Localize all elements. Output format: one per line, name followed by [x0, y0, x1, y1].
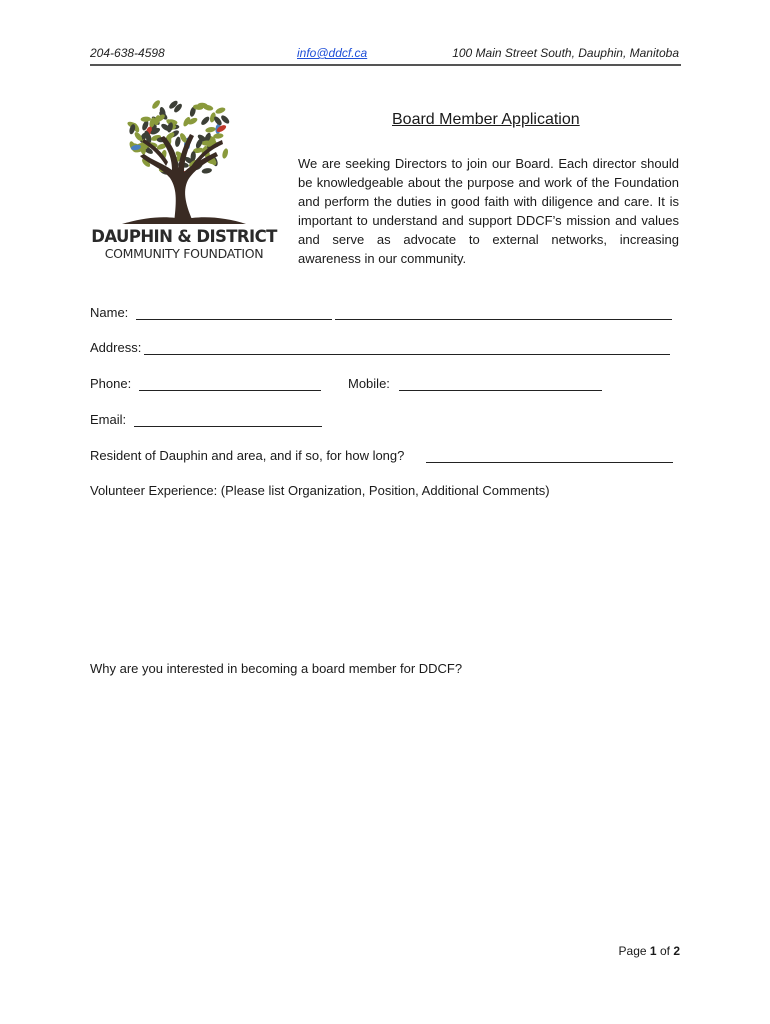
- header-address: 100 Main Street South, Dauphin, Manitoba: [452, 46, 679, 60]
- header-divider: [90, 64, 681, 66]
- logo-subtitle: COMMUNITY FOUNDATION: [104, 246, 264, 261]
- address-label: Address:: [90, 340, 142, 355]
- page-number: [619, 944, 680, 958]
- leaf-shape: [151, 99, 162, 110]
- leaf-shape: [141, 116, 152, 122]
- form-title: Board Member Application: [392, 111, 580, 128]
- volunteer-label: Volunteer Experience: (Please list Organization, Position, Additional Comments): [90, 483, 550, 498]
- name-field[interactable]: [136, 319, 332, 320]
- leaf-shape: [205, 126, 216, 133]
- current-page: 1: [649, 944, 657, 958]
- volunteer-answer-area[interactable]: [90, 505, 681, 645]
- of-word: of: [659, 944, 670, 958]
- address-field[interactable]: [144, 354, 670, 355]
- ddcf-logo: [82, 86, 286, 270]
- leaf-shape: [221, 148, 229, 159]
- interest-label: Why are you interested in becoming a board member for DDCF?: [90, 661, 463, 676]
- email-label: Email:: [90, 412, 127, 427]
- leaf-shape: [201, 167, 212, 174]
- leaf-shape: [200, 115, 211, 126]
- intro-paragraph: We are seeking Directors to join our Board. Each director should be knowledgeable about the purpose and work of the Foundation and perform the duties in good faith with diligence and care. It is important to understand and support DDCF’s mission and values and serve as advocate to external networks, increasing awareness in our community.: [298, 156, 679, 266]
- phone-field[interactable]: [139, 390, 321, 391]
- mobile-label: Mobile:: [348, 376, 390, 391]
- header-email-link[interactable]: info@ddcf.ca: [297, 46, 368, 60]
- name-label: Name:: [90, 305, 129, 320]
- logo-title: DAUPHIN & DISTRICT: [91, 227, 277, 246]
- header-phone: 204-638-4598: [90, 46, 165, 60]
- resident-label: Resident of Dauphin and area, and if so, for how long?: [90, 448, 405, 463]
- name-field-continued[interactable]: [335, 319, 672, 320]
- interest-answer-area[interactable]: [90, 684, 681, 924]
- page-header: [90, 46, 681, 64]
- phone-label: Phone:: [90, 376, 132, 391]
- mobile-field[interactable]: [399, 390, 602, 391]
- total-pages: 2: [673, 944, 680, 958]
- resident-field[interactable]: [426, 462, 673, 463]
- leaf-shape: [174, 136, 181, 147]
- leaf-shape: [215, 106, 227, 115]
- page-word: Page: [618, 944, 647, 958]
- email-field[interactable]: [134, 426, 322, 427]
- tree-logo-icon: [82, 86, 286, 226]
